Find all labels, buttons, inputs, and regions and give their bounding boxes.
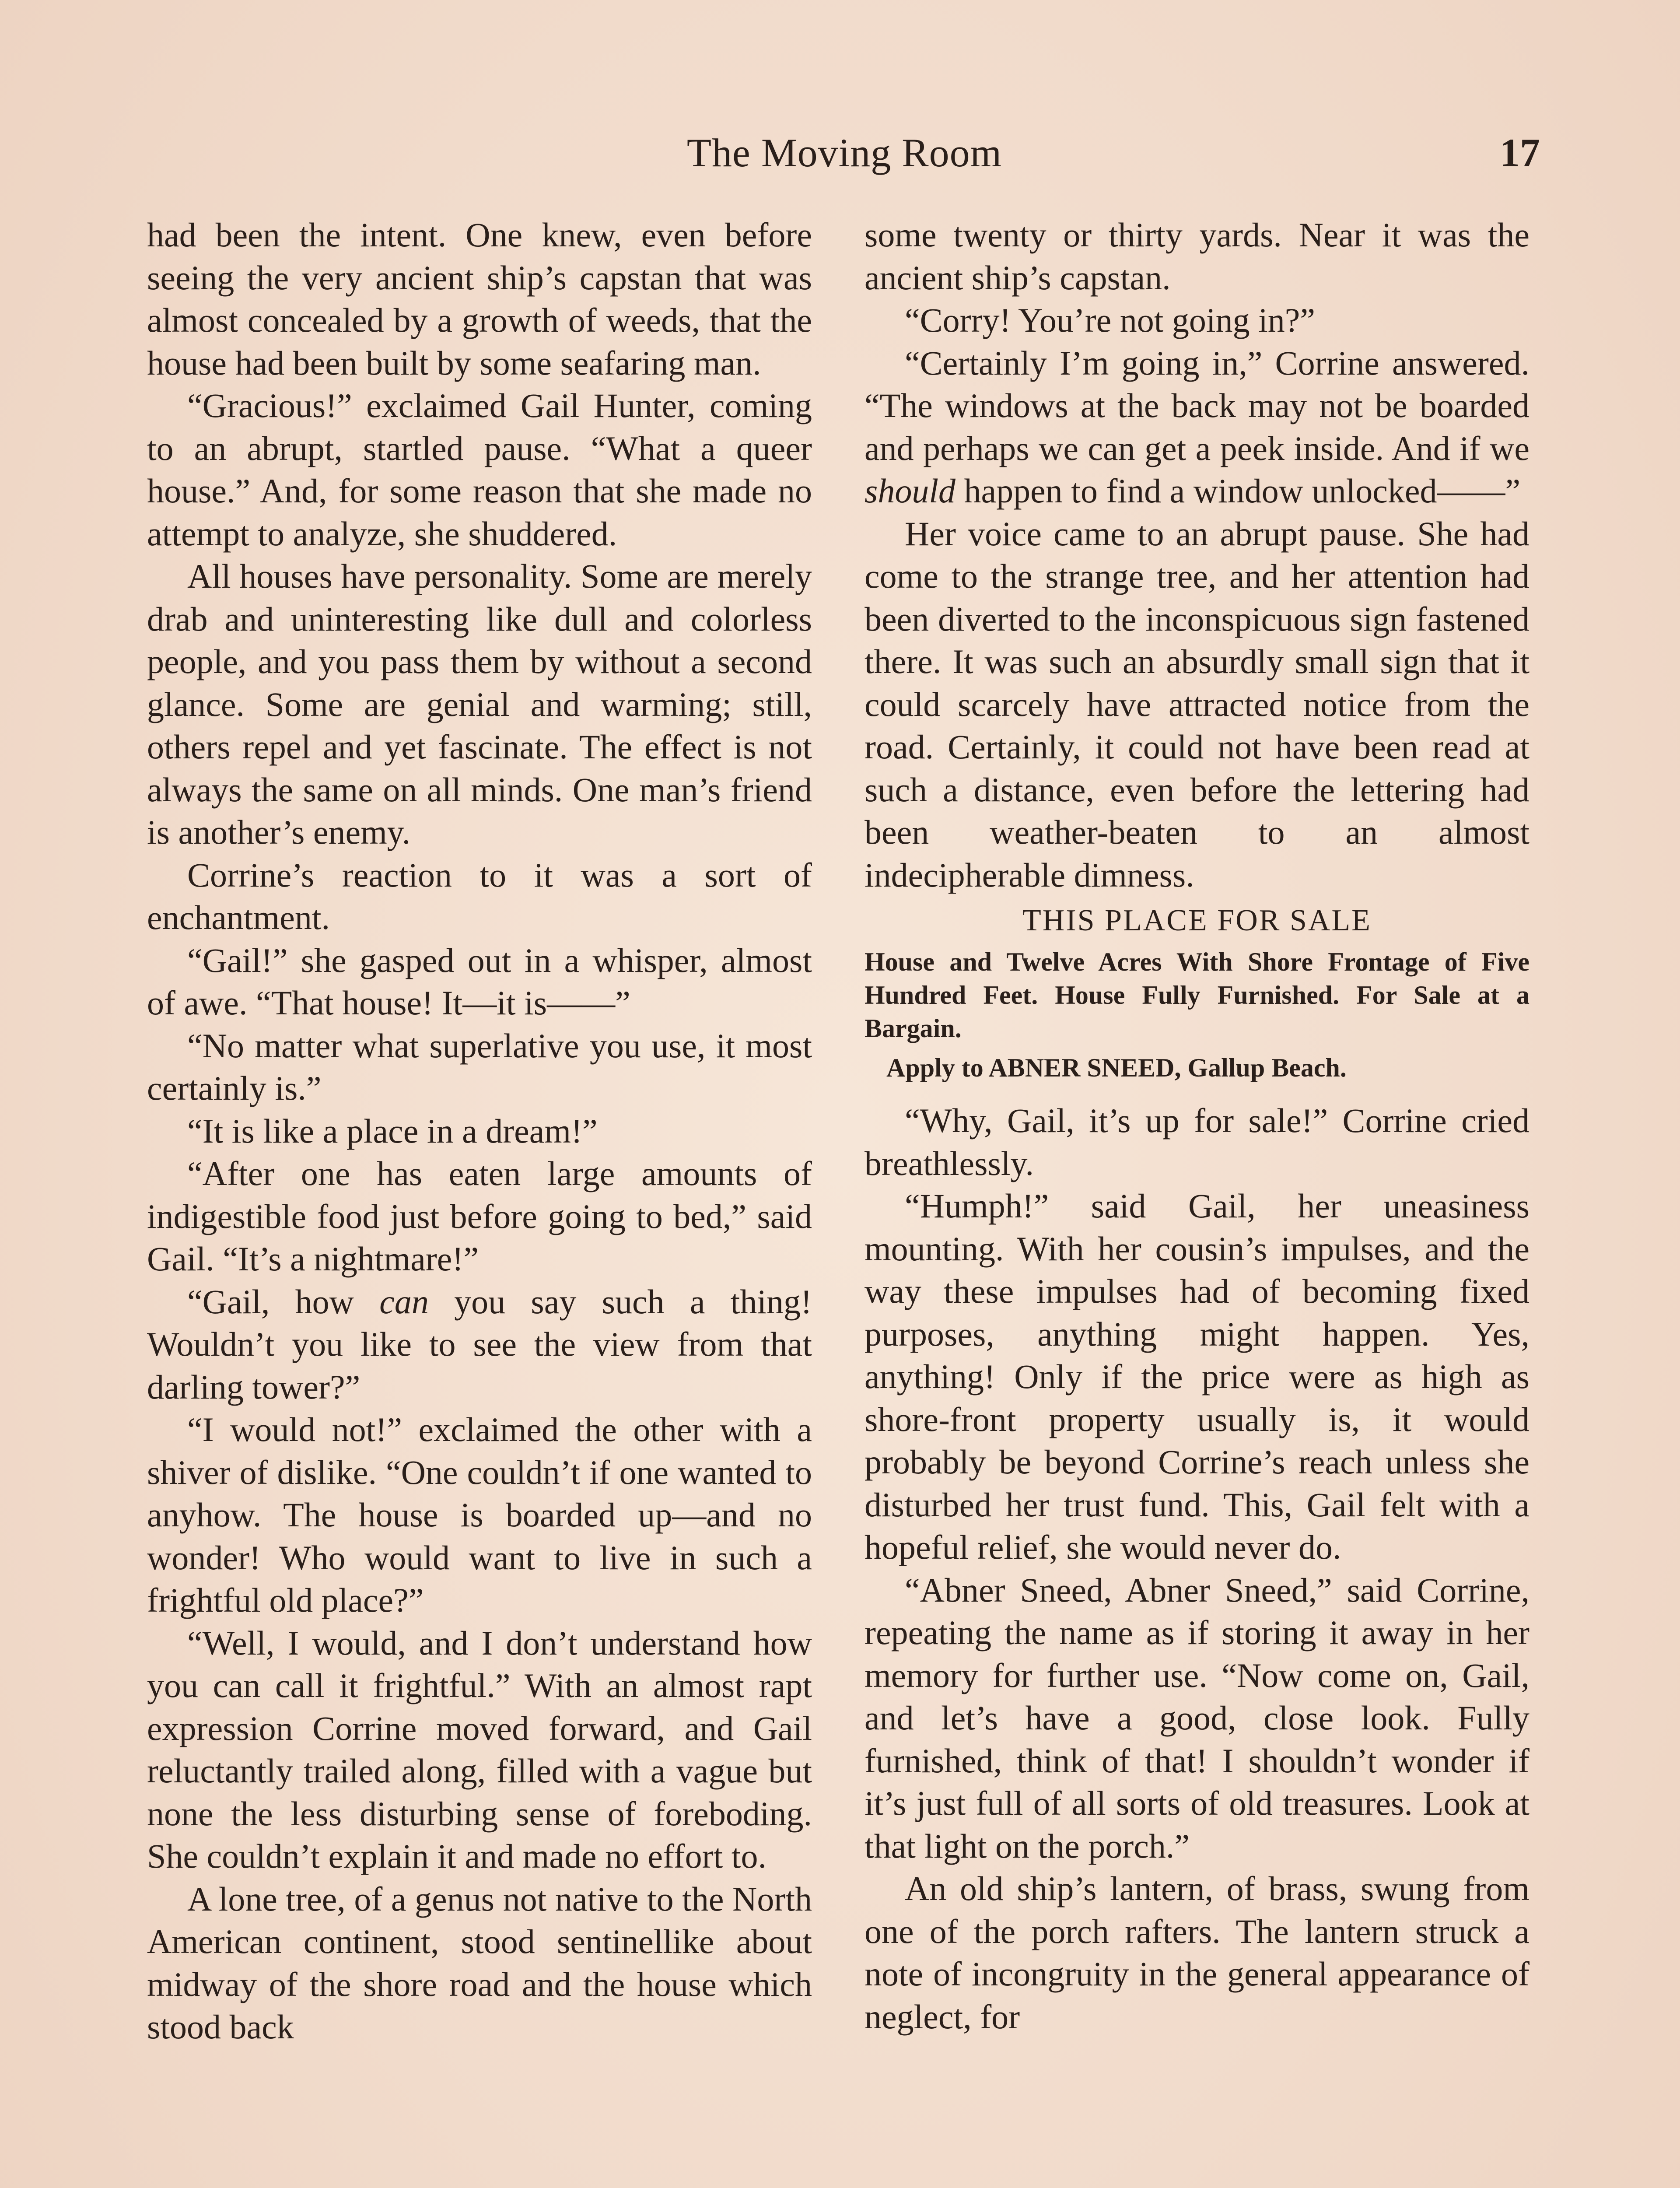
page-number: 17 (1500, 130, 1540, 175)
paragraph: “After one has eaten large amounts of indigestible food just before going to bed,” said Gail. “It’s a nightmare!” (147, 1154, 812, 1278)
sign-body: House and Twelve Acres With Shore Frontage of Five Hundred Feet. House Fully Furnished. For Sale at a Bargain. (864, 947, 1530, 1043)
paragraph: “Why, Gail, it’s up for sale!” Corrine cried breathlessly. (864, 1101, 1530, 1182)
paragraph: All houses have personality. Some are merely drab and uninteresting like dull and colorless people, and you pass them by without a second glance. Some are genial and warming; still, others repel and yet fascinate. The effect is not always the same on all minds. One man’s friend is another’s enemy. (147, 557, 812, 851)
paragraph: “Gracious!” exclaimed Gail Hunter, coming to an abrupt, startled pause. “What a queer house.” And, for some reason that she made no attempt to analyze, she shuddered. (147, 386, 812, 553)
paragraph-text: “Certainly I’m going in,” Corrine answered. “The windows at the back may not be boarded and perhaps we can get a peek inside. And if we (864, 344, 1530, 467)
paragraph: had been the intent. One knew, even before seeing the very ancient ship’s capstan that was almost concealed by a growth of weeds, that the house had been built by some seafaring man. (147, 216, 812, 382)
paragraph-text: you say such a thing! Wouldn’t you like to see the view from that darling tower?” (147, 1282, 812, 1406)
paragraph: “No matter what superlative you use, it most certainly is.” (147, 1026, 812, 1107)
paragraph: “Abner Sneed, Abner Sneed,” said Corrine, repeating the name as if storing it away in her memory for further use. “Now come on, Gail, and let’s have a good, close look. Fully furnished, think of that! I shouldn’t wonder if it’s just full of all sorts of old treasures. Look at that light on the porch.” (864, 1571, 1530, 1865)
sign-title: THIS PLACE FOR SALE (1022, 904, 1372, 937)
sign-apply: Apply to ABNER SNEED, Gallup Beach. (886, 1053, 1347, 1082)
paragraph: A lone tree, of a genus not native to the North American continent, stood sentinellike about midway of the shore road and the house which stood back (147, 1879, 812, 2046)
paragraph: Corrine’s reaction to it was a sort of enchantment. (147, 856, 812, 936)
emphasis: should (864, 472, 956, 510)
paragraph: An old ship’s lantern, of brass, swung from one of the porch rafters. The lantern struck a note of incongruity in the general appearance of neglect, for (864, 1869, 1530, 2036)
paragraph: Her voice came to an abrupt pause. She had come to the strange tree, and her attention had been diverted to the inconspicuous sign fastened there. It was such an absurdly small sign that it could scarcely have attracted notice from the road. Certainly, it could not have been read at such a distance, even before the lettering had been weather-beaten to an almost indecipherable dimness. (864, 514, 1530, 894)
paragraph: “It is like a place in a dream!” (187, 1112, 598, 1150)
paragraph (864, 342, 1530, 512)
paragraph: “Humph!” said Gail, her uneasiness mounting. With her cousin’s impulses, and the way these impulses had of becoming fixed purposes, anything might happen. Yes, anything! Only if the price were as high as shore-front property usually is, it would probably be beyond Corrine’s reach unless she disturbed her trust fund. This, Gail felt with a hopeful relief, she would never do. (864, 1187, 1530, 1566)
for-sale-sign (864, 901, 1530, 1084)
paragraph: “Corry! You’re not going in?” (905, 301, 1316, 339)
emphasis: can (379, 1282, 429, 1321)
paragraph-text: happen to find a window unlocked——” (956, 472, 1521, 510)
paragraph-text: “Gail, how (187, 1282, 380, 1321)
left-column (147, 214, 812, 2048)
paragraph: some twenty or thirty yards. Near it was the ancient ship’s capstan. (864, 216, 1530, 297)
paragraph: “Gail!” she gasped out in a whisper, almost of awe. “That house! It—it is——” (147, 941, 812, 1022)
right-column (864, 214, 1530, 2038)
paragraph: “Well, I would, and I don’t understand how you can call it frightful.” With an almost rapt expression Corrine moved forward, and Gail reluctantly trailed along, filled with a vague but none the less disturbing sense of foreboding. She couldn’t explain it and made no effort to. (147, 1623, 812, 1875)
running-title: The Moving Room (686, 130, 1002, 175)
page-header (149, 130, 1540, 182)
paragraph: “I would not!” exclaimed the other with a shiver of dislike. “One couldn’t if one wanted to anyhow. The house is boarded up—and no wonder! Who would want to live in such a frightful old place?” (147, 1410, 812, 1619)
paragraph (147, 1280, 812, 1409)
